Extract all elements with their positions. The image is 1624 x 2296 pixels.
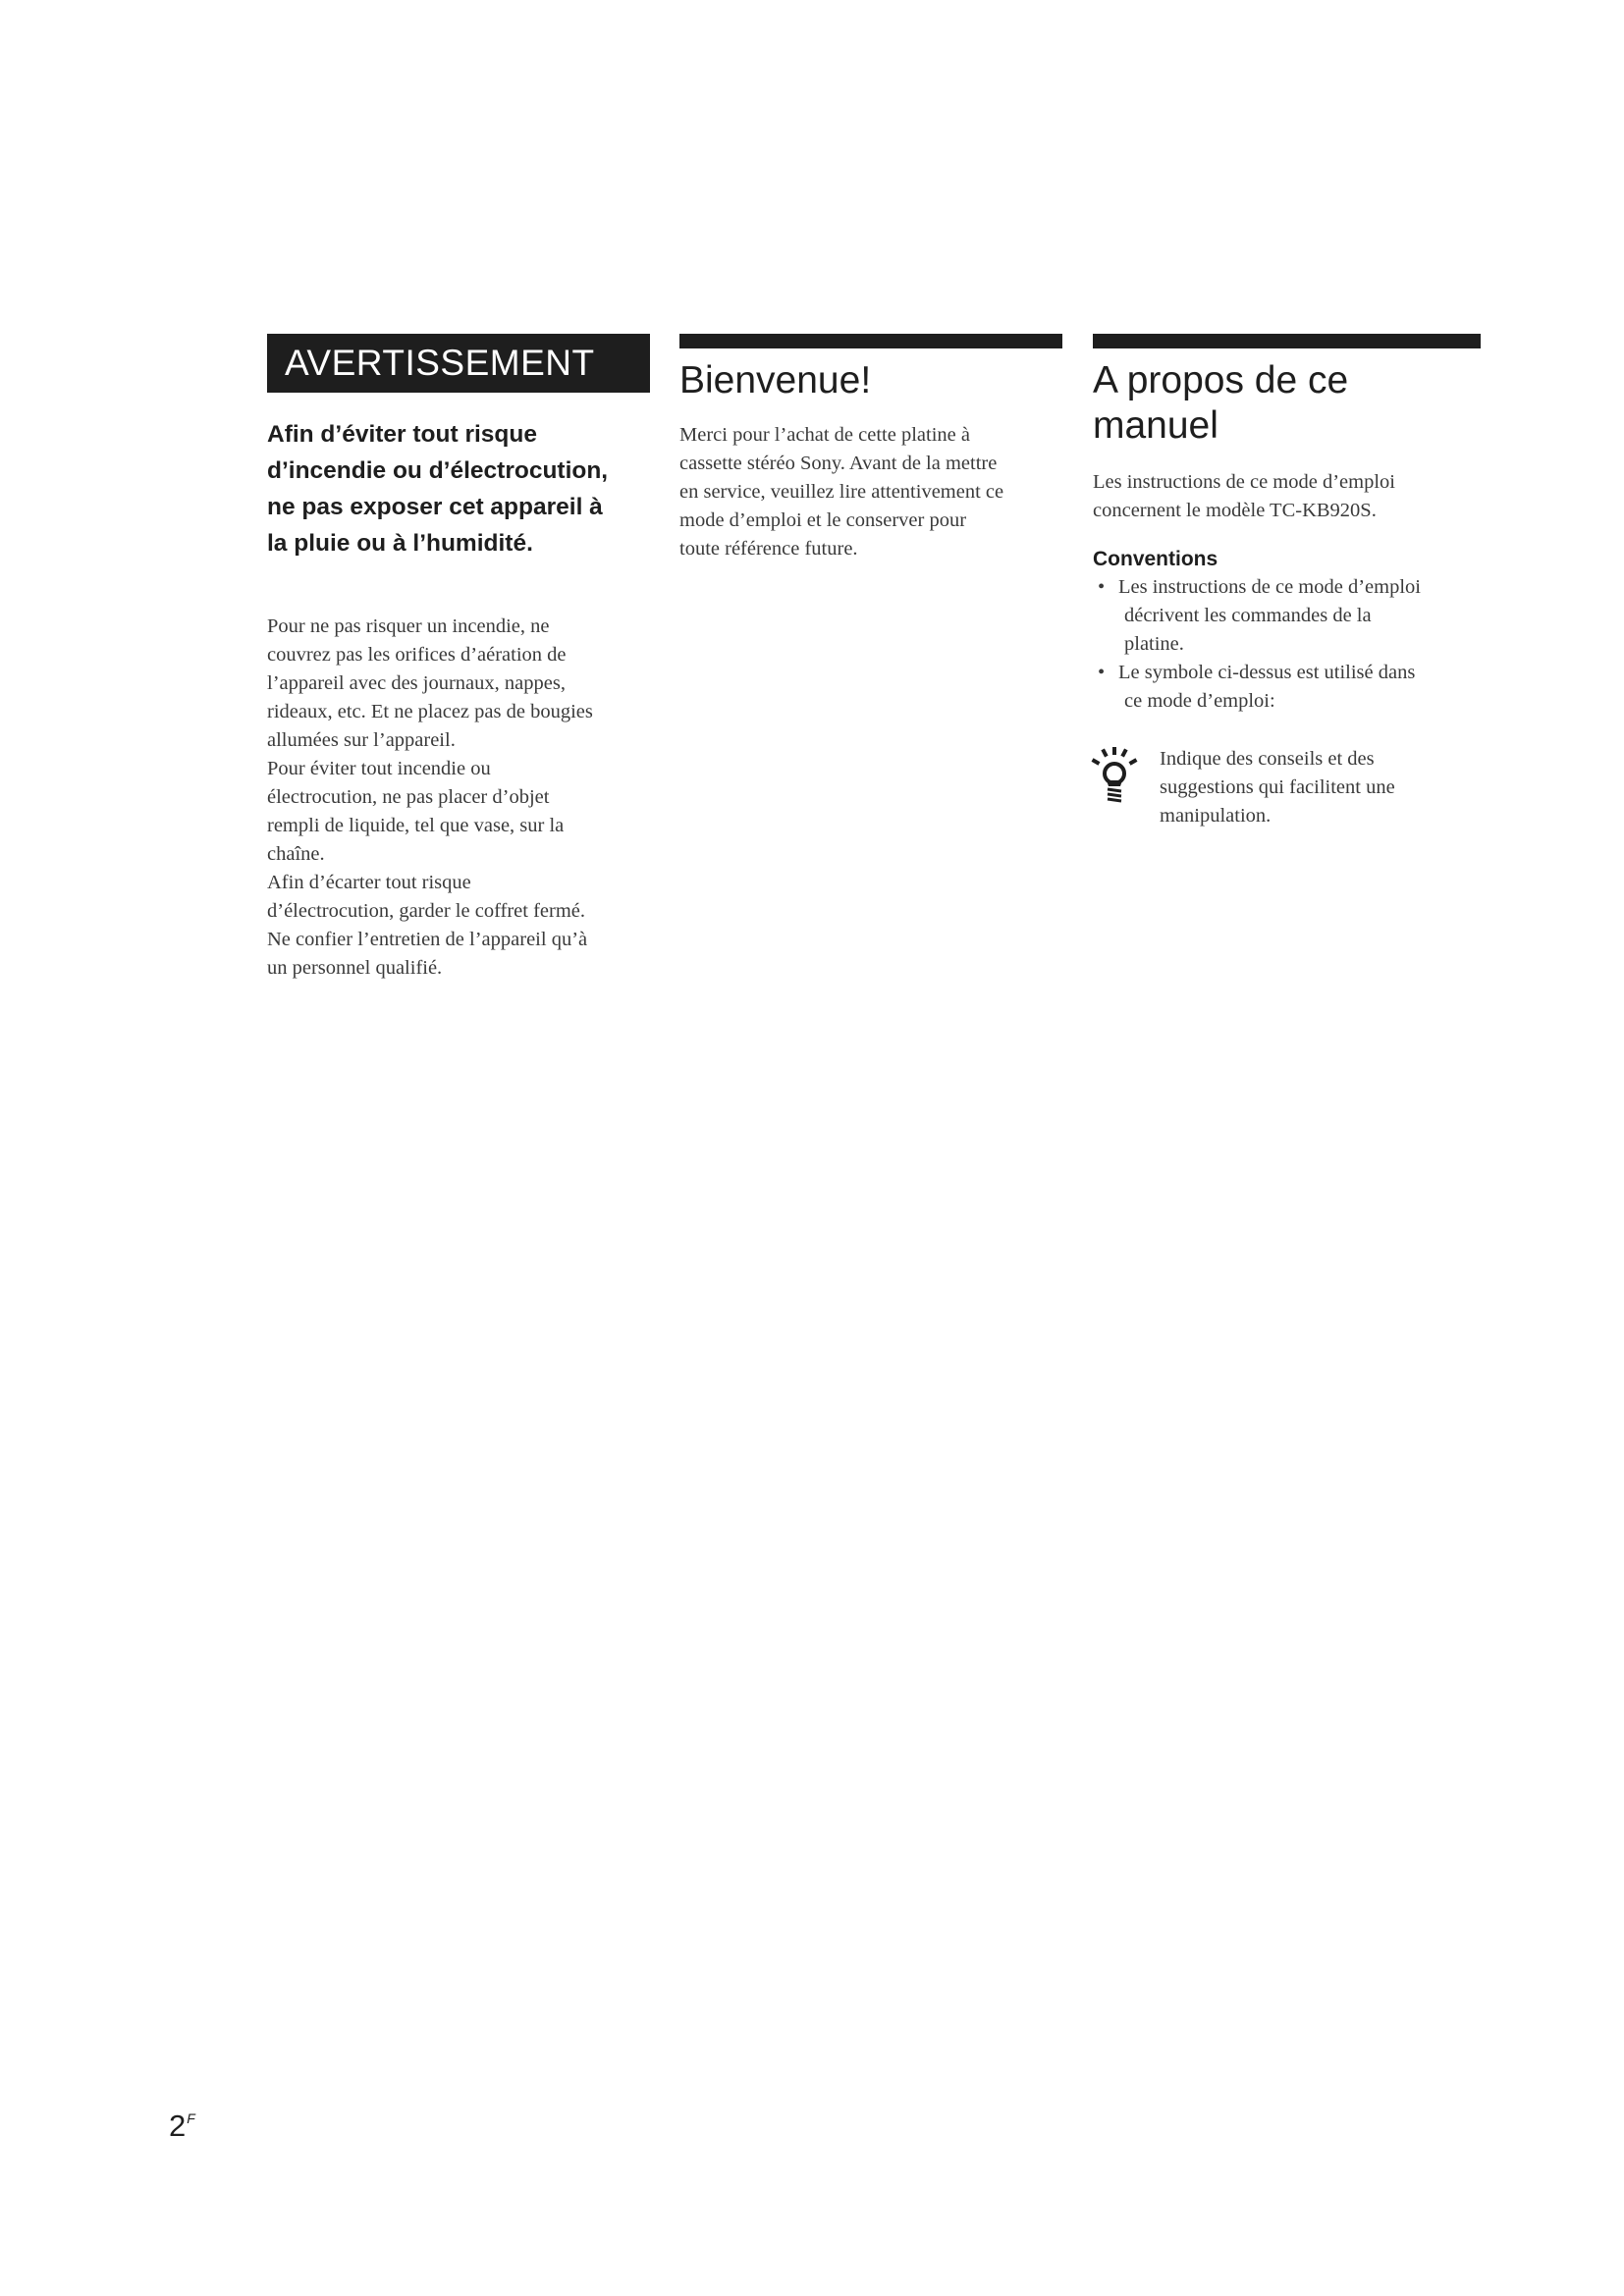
warning-body-line: allumées sur l’appareil. [267, 729, 456, 751]
warning-body-line: rideaux, etc. Et ne placez pas de bougies [267, 701, 593, 722]
warning-lead-line: d’incendie ou d’électrocution, [267, 457, 609, 484]
tip-text-line: manipulation. [1160, 805, 1272, 827]
about-title [1093, 358, 1481, 449]
page-number-suffix: F [187, 2110, 195, 2126]
welcome-body-line: en service, veuillez lire attentivement ce [679, 481, 1004, 503]
list-item-line: Le symbole ci-dessus est utilisé dans [1118, 662, 1416, 683]
tip-text-line: suggestions qui facilitent une [1160, 776, 1395, 798]
welcome-body [679, 421, 1062, 563]
welcome-title: Bienvenue! [679, 359, 872, 401]
warning-body-line: un personnel qualifié. [267, 957, 443, 979]
warning-body-line: Afin d’écarter tout risque [267, 872, 471, 893]
page-number [169, 2109, 195, 2144]
tip-text-line: Indique des conseils et des [1160, 748, 1375, 770]
section-rule [1093, 334, 1481, 348]
conventions-list [1093, 573, 1481, 716]
list-item-line: décrivent les commandes de la [1124, 605, 1372, 626]
welcome-body-line: toute référence future. [679, 538, 858, 560]
warning-body-line: rempli de liquide, tel que vase, sur la [267, 815, 565, 836]
welcome-section [679, 334, 1062, 563]
warning-lead-line: ne pas exposer cet appareil à [267, 494, 603, 520]
bullet-icon: • [1098, 576, 1106, 598]
about-body [1093, 468, 1481, 525]
warning-lead-line: Afin d’éviter tout risque [267, 421, 537, 448]
list-item [1093, 659, 1481, 716]
conventions-title: Conventions [1093, 548, 1218, 570]
list-item-line: platine. [1124, 633, 1184, 655]
about-section [1093, 334, 1481, 830]
tip-legend [1093, 745, 1481, 830]
about-title-line: A propos de ce [1093, 359, 1349, 401]
tip-description [1160, 745, 1395, 830]
warning-body-line: Pour éviter tout incendie ou [267, 758, 491, 779]
bullet-icon: • [1098, 662, 1106, 683]
welcome-body-line: mode d’emploi et le conserver pour [679, 509, 967, 531]
warning-body-line: d’électrocution, garder le coffret fermé. [267, 900, 586, 922]
warning-body-line: électrocution, ne pas placer d’objet [267, 786, 550, 808]
about-title-line: manuel [1093, 404, 1218, 447]
warning-lead-line: la pluie ou à l’humidité. [267, 530, 533, 557]
warning-title: AVERTISSEMENT [267, 334, 650, 393]
warning-body-line: Pour ne pas risquer un incendie, ne [267, 615, 550, 637]
list-item-line: ce mode d’emploi: [1124, 690, 1275, 712]
warning-lead [267, 416, 650, 561]
page-number-value: 2 [169, 2109, 187, 2143]
about-body-line: concernent le modèle TC-KB920S. [1093, 500, 1377, 521]
warning-body-line: Ne confier l’entretien de l’appareil qu’à [267, 929, 588, 950]
warning-body-line: l’appareil avec des journaux, nappes, [267, 672, 566, 694]
section-rule [679, 334, 1062, 348]
warning-body-line: chaîne. [267, 843, 325, 865]
lightbulb-icon [1090, 745, 1139, 806]
warning-body [267, 613, 650, 983]
warning-section [267, 334, 650, 983]
warning-body-line: couvrez pas les orifices d’aération de [267, 644, 567, 666]
welcome-body-line: Merci pour l’achat de cette platine à [679, 424, 970, 446]
welcome-body-line: cassette stéréo Sony. Avant de la mettre [679, 453, 998, 474]
list-item [1093, 573, 1481, 659]
about-body-line: Les instructions de ce mode d’emploi [1093, 471, 1395, 493]
list-item-line: Les instructions de ce mode d’emploi [1118, 576, 1421, 598]
